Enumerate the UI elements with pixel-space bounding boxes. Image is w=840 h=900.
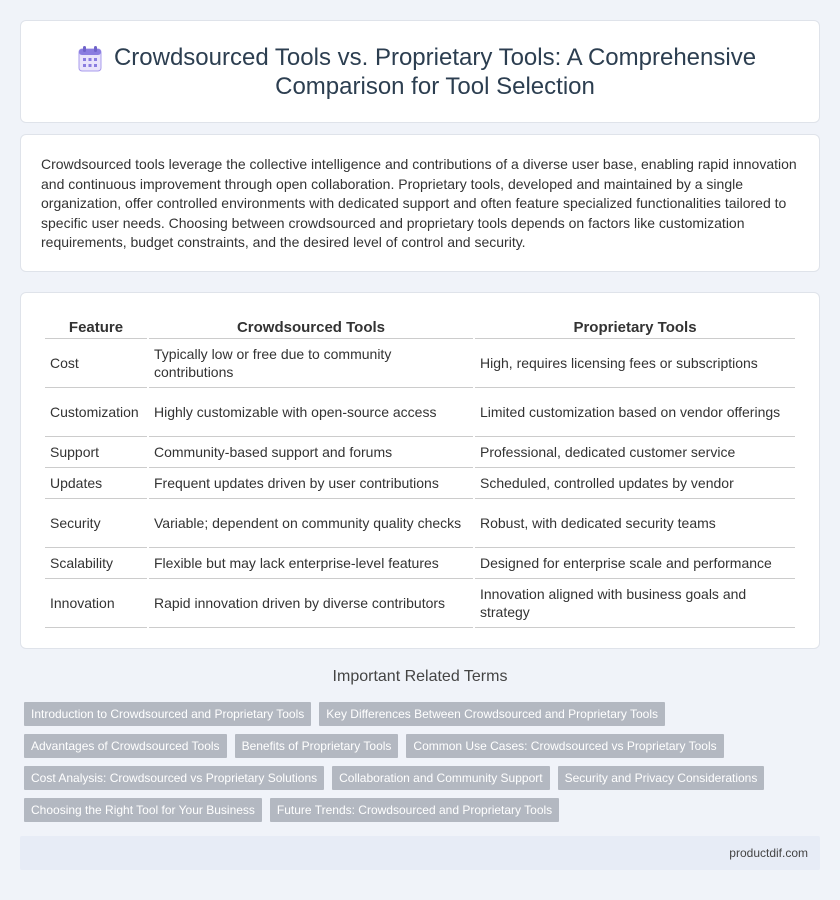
feature-cell: Updates (45, 468, 147, 499)
crowdsourced-cell: Variable; dependent on community quality checks (149, 499, 473, 548)
comparison-table (43, 317, 797, 628)
table-row (45, 499, 795, 548)
feature-cell: Security (45, 499, 147, 548)
crowdsourced-cell: Typically low or free due to community contributions (149, 339, 473, 388)
footer-site-link[interactable]: productdif.com (729, 846, 808, 860)
crowdsourced-cell: Flexible but may lack enterprise-level features (149, 548, 473, 579)
crowdsourced-cell: Highly customizable with open-source access (149, 388, 473, 437)
title-card (20, 20, 820, 123)
footer (20, 836, 820, 870)
page-title: Crowdsourced Tools vs. Proprietary Tools: A Comprehensive Comparison for Tool Selection (113, 43, 757, 100)
related-term-tag[interactable]: Choosing the Right Tool for Your Business (24, 798, 262, 822)
comparison-card (20, 292, 820, 649)
table-row (45, 388, 795, 437)
feature-cell: Support (45, 437, 147, 468)
related-term-tag[interactable]: Security and Privacy Considerations (558, 766, 765, 790)
proprietary-cell: Scheduled, controlled updates by vendor (475, 468, 795, 499)
related-term-tag[interactable]: Key Differences Between Crowdsourced and Proprietary Tools (319, 702, 665, 726)
proprietary-cell: Innovation aligned with business goals and strategy (475, 579, 795, 628)
header-proprietary: Proprietary Tools (475, 317, 795, 339)
intro-card (20, 134, 820, 272)
table-row (45, 468, 795, 499)
proprietary-cell: Designed for enterprise scale and performance (475, 548, 795, 579)
intro-paragraph: Crowdsourced tools leverage the collective intelligence and contributions of a diverse user base, enabling rapid innovation and continuous improvement through open collaboration. Proprietary tools, developed and maintained by a single organization, offer controlled environments with dedicated support and often feature specialized functionalities tailored to specific user needs. Choosing between crowdsourced and proprietary tools depends on factors like customization requirements, budget constraints, and the desired level of control and security. (41, 156, 797, 250)
related-term-tag[interactable]: Cost Analysis: Crowdsourced vs Proprietary Solutions (24, 766, 324, 790)
related-term-tag[interactable]: Benefits of Proprietary Tools (235, 734, 399, 758)
related-term-tag[interactable]: Future Trends: Crowdsourced and Proprietary Tools (270, 798, 559, 822)
table-row (45, 579, 795, 628)
feature-cell: Customization (45, 388, 147, 437)
related-terms-heading: Important Related Terms (332, 668, 508, 685)
proprietary-cell: Professional, dedicated customer service (475, 437, 795, 468)
proprietary-cell: Robust, with dedicated security teams (475, 499, 795, 548)
crowdsourced-cell: Frequent updates driven by user contributions (149, 468, 473, 499)
header-feature: Feature (45, 317, 147, 339)
table-header-row (45, 317, 795, 339)
feature-cell: Innovation (45, 579, 147, 628)
related-term-tag[interactable]: Collaboration and Community Support (332, 766, 549, 790)
table-row (45, 437, 795, 468)
feature-cell: Scalability (45, 548, 147, 579)
related-term-tag[interactable]: Advantages of Crowdsourced Tools (24, 734, 227, 758)
related-terms-list (24, 702, 814, 822)
related-term-tag[interactable]: Common Use Cases: Crowdsourced vs Proprietary Tools (406, 734, 723, 758)
proprietary-cell: Limited customization based on vendor offerings (475, 388, 795, 437)
related-term-tag[interactable]: Introduction to Crowdsourced and Proprietary Tools (24, 702, 311, 726)
proprietary-cell: High, requires licensing fees or subscriptions (475, 339, 795, 388)
crowdsourced-cell: Community-based support and forums (149, 437, 473, 468)
table-row (45, 339, 795, 388)
table-row (45, 548, 795, 579)
crowdsourced-cell: Rapid innovation driven by diverse contributors (149, 579, 473, 628)
feature-cell: Cost (45, 339, 147, 388)
header-crowdsourced: Crowdsourced Tools (149, 317, 473, 339)
